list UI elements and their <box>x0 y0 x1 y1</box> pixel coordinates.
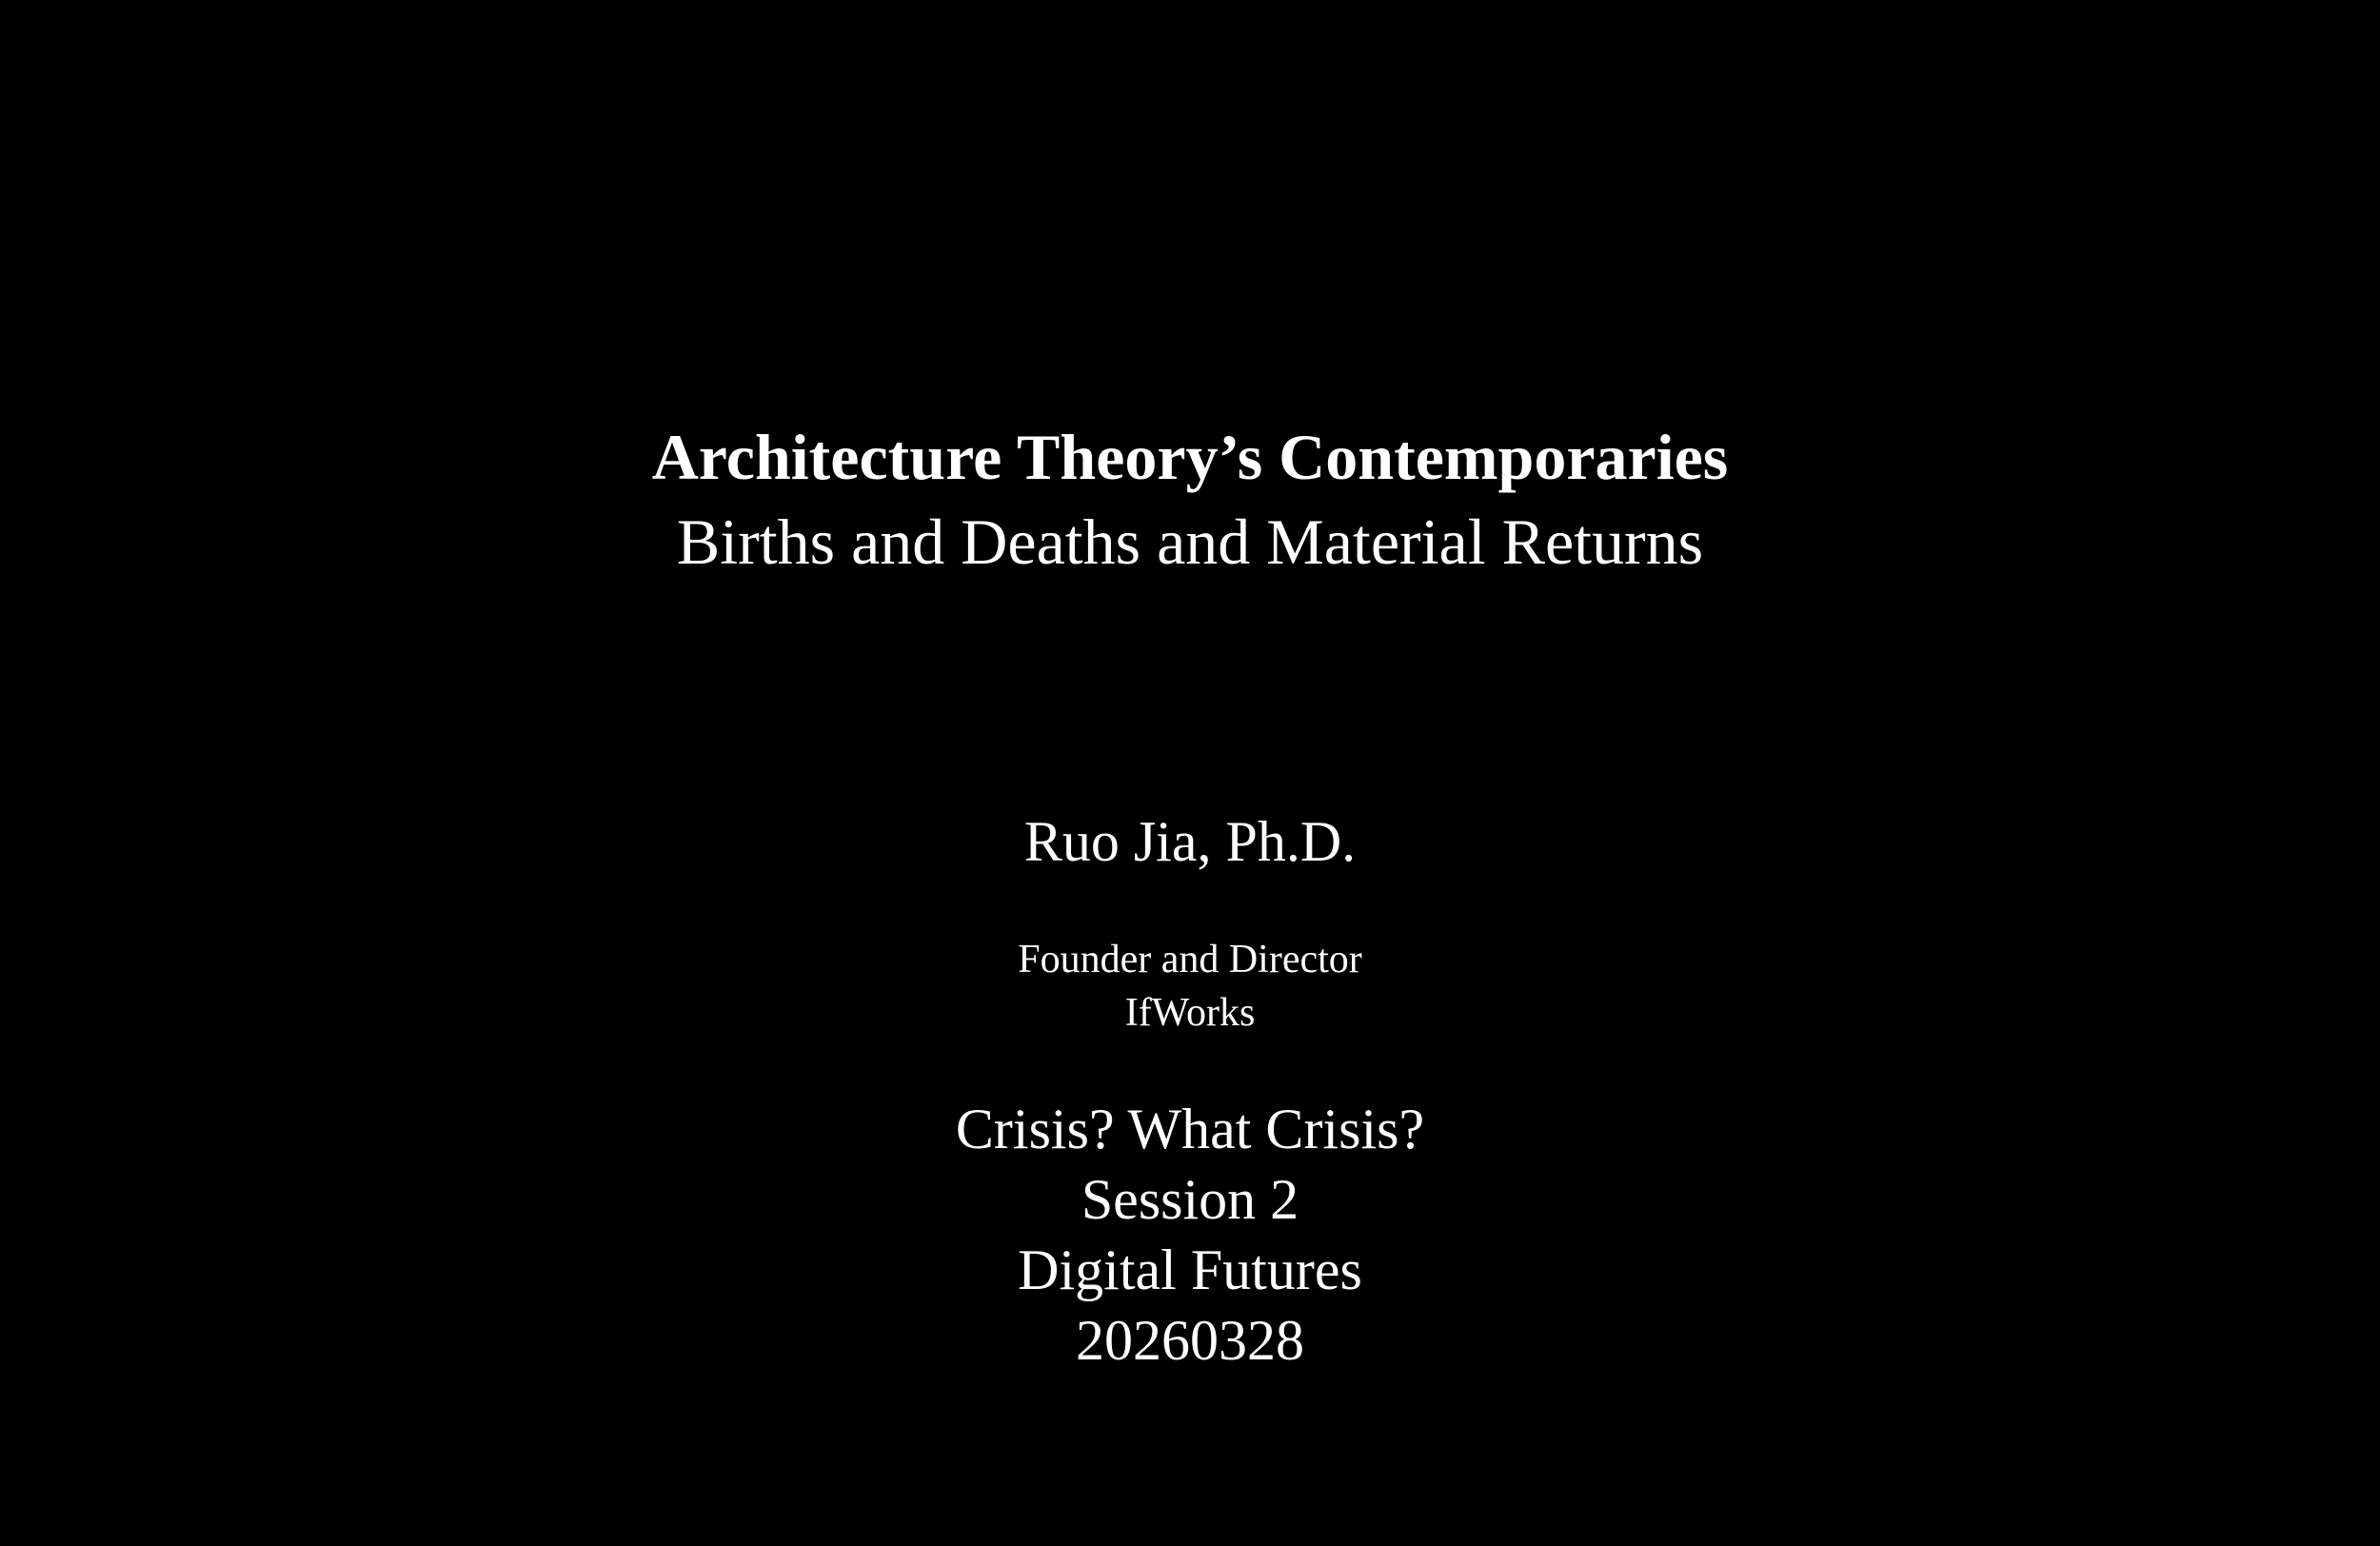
slide-title: Architecture Theory’s Contemporaries <box>651 421 1729 493</box>
event-session: Session 2 <box>1081 1168 1299 1231</box>
event-organizer: Digital Futures <box>1018 1239 1362 1301</box>
event-series-title: Crisis? What Crisis? <box>955 1098 1425 1160</box>
author-name: Ruo Jia, Ph.D. <box>1023 810 1357 873</box>
slide-subtitle: Births and Deaths and Material Returns <box>676 505 1704 578</box>
event-date: 20260328 <box>1076 1309 1304 1372</box>
author-organization: IfWorks <box>1124 991 1256 1035</box>
author-role: Founder and Director <box>1018 938 1362 981</box>
